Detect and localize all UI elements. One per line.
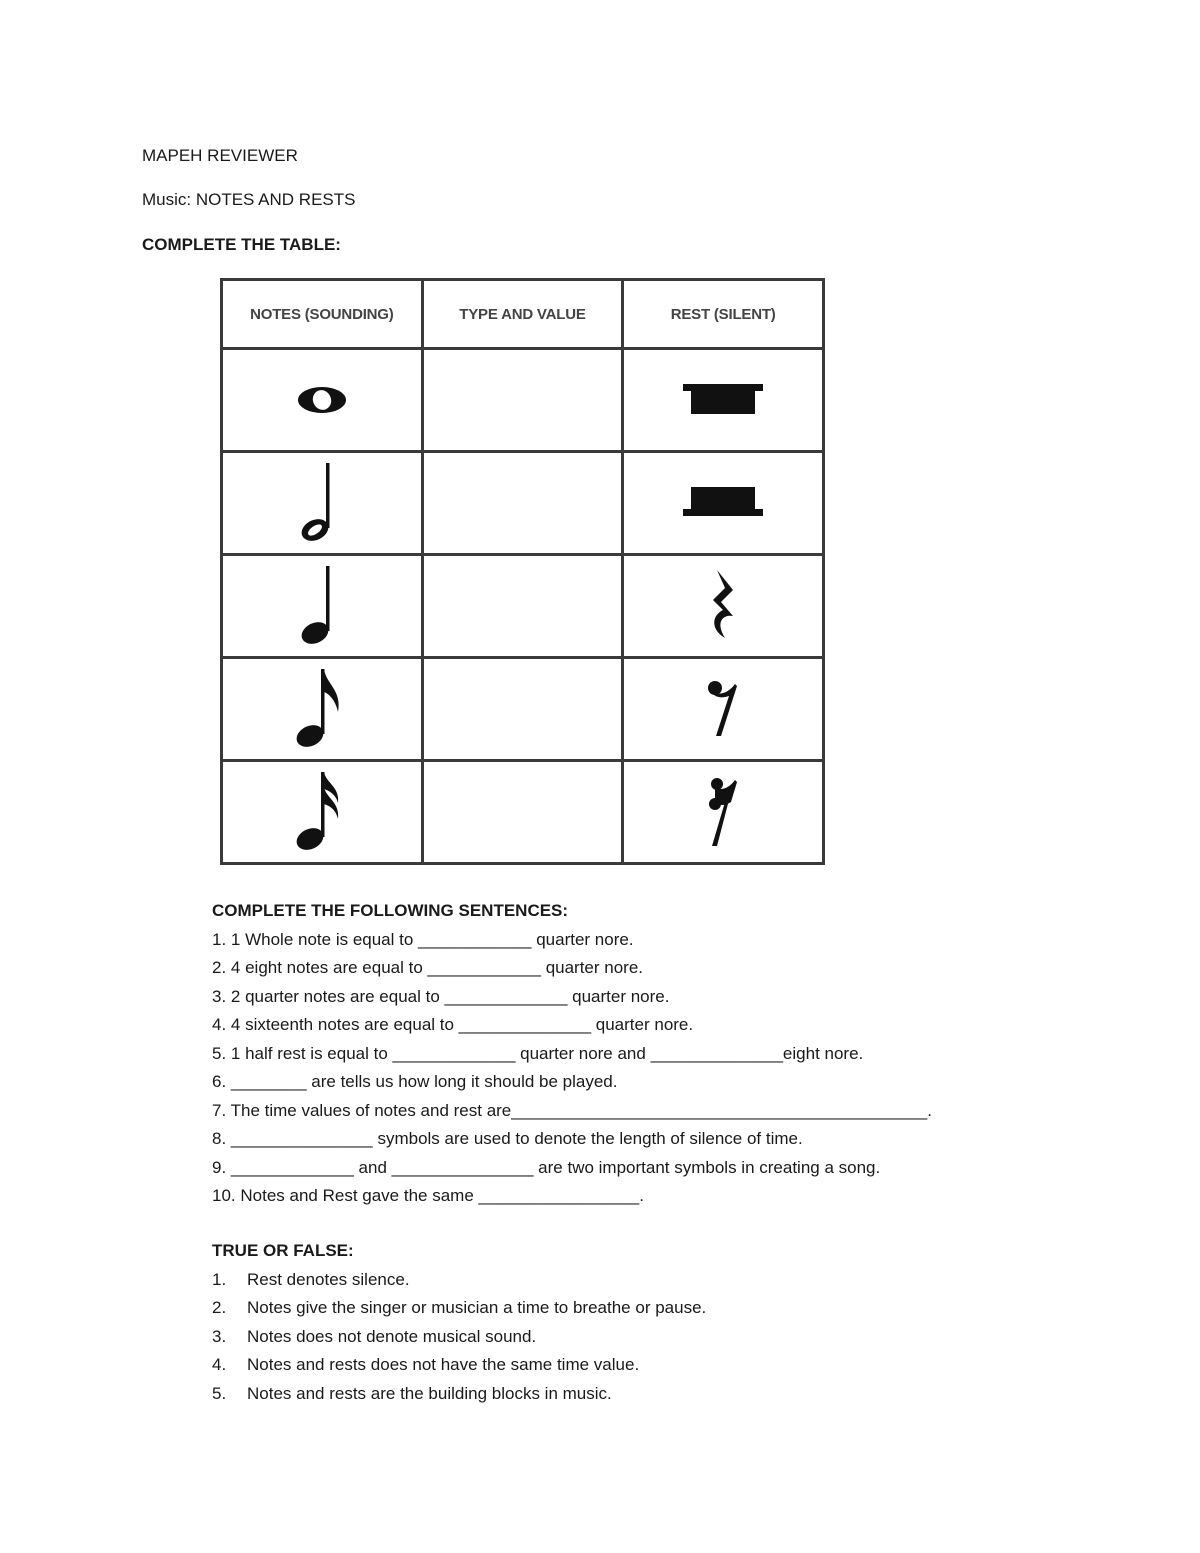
list-item [212,1380,706,1409]
item-text: The time values of notes and rest are____________________________________________. [230,1100,932,1120]
quarter-rest-icon [703,566,743,646]
list-item [212,1266,706,1295]
header-type-value: TYPE AND VALUE [422,280,623,349]
list-item [212,1125,932,1154]
list-item [212,954,932,983]
document-subtitle: Music: NOTES AND RESTS [142,190,356,209]
item-number: 6. [212,1072,227,1091]
list-item [212,1011,932,1040]
header-rest: REST (SILENT) [623,280,824,349]
item-text: Notes give the singer or musician a time to breathe or pause. [247,1298,707,1317]
half-note-icon [297,458,347,548]
list-item [212,1154,932,1183]
type-value-blank[interactable] [422,452,623,555]
item-text: ________ are tells us how long it should be played. [230,1072,618,1091]
sentences-heading: COMPLETE THE FOLLOWING SENTENCES: [212,901,569,920]
rest-cell [623,658,824,761]
table-row [222,555,824,658]
item-number: 10. [212,1186,236,1205]
list-item [212,1323,706,1352]
item-text: Rest denotes silence. [247,1269,410,1289]
note-cell [222,452,423,555]
table-row [222,658,824,761]
sentences-section [212,897,932,1211]
item-number: 9. [212,1157,227,1177]
list-item [212,1294,706,1323]
item-number: 4. [212,1355,227,1374]
quarter-note-icon [297,561,347,651]
list-item [212,1068,932,1097]
item-text: 4 sixteenth notes are equal to ______________ quarter nore. [230,1015,694,1034]
item-text: 1 Whole note is equal to ____________ quarter nore. [230,929,634,949]
type-value-blank[interactable] [422,555,623,658]
item-number: 5. [212,1383,227,1403]
item-text: 1 half rest is equal to _____________ quarter nore and ______________eight nore. [230,1043,864,1063]
type-value-blank[interactable] [422,349,623,452]
header-notes: NOTES (SOUNDING) [222,280,423,349]
item-text: Notes and rests are the building blocks in music. [247,1383,612,1403]
item-text: Notes and rests does not have the same time value. [247,1355,640,1374]
note-cell [222,761,423,864]
list-item [212,926,932,955]
document-title: MAPEH REVIEWER [142,146,298,165]
item-text: _____________ and _______________ are two important symbols in creating a song. [230,1157,881,1177]
list-item [212,1097,932,1126]
rest-cell [623,349,824,452]
true-false-heading: TRUE OR FALSE: [212,1241,354,1260]
table-row [222,452,824,555]
item-text: Notes does not denote musical sound. [247,1326,537,1346]
note-cell [222,349,423,452]
sentence-list [212,926,932,1211]
sixteenth-note-icon [292,767,352,857]
rest-cell [623,761,824,864]
item-text: 2 quarter notes are equal to _____________ quarter nore. [230,986,670,1006]
item-number: 3. [212,986,227,1006]
sixteenth-rest-icon [703,772,743,852]
list-item [212,1351,706,1380]
item-number: 1. [212,929,227,949]
list-item [212,1182,932,1211]
notes-rests-table [220,278,825,865]
item-number: 8. [212,1129,227,1148]
table-header-row [222,280,824,349]
eighth-rest-icon [703,674,743,744]
item-number: 5. [212,1043,227,1063]
true-false-section [212,1237,706,1408]
item-number: 2. [212,1298,227,1317]
item-number: 4. [212,1015,227,1034]
table-heading: COMPLETE THE TABLE: [142,235,341,254]
item-number: 2. [212,958,227,977]
table-row [222,761,824,864]
note-cell [222,658,423,761]
eighth-note-icon [292,664,352,754]
item-number: 7. [212,1100,227,1120]
table-row [222,349,824,452]
half-rest-icon [678,483,768,523]
list-item [212,983,932,1012]
type-value-blank[interactable] [422,658,623,761]
type-value-blank[interactable] [422,761,623,864]
whole-rest-icon [678,380,768,420]
item-text: _______________ symbols are used to denote the length of silence of time. [230,1129,803,1148]
item-text: Notes and Rest gave the same _________________. [240,1186,644,1205]
item-text: 4 eight notes are equal to ____________ quarter nore. [230,958,644,977]
list-item [212,1040,932,1069]
whole-note-icon [292,380,352,420]
item-number: 1. [212,1269,227,1289]
item-number: 3. [212,1326,227,1346]
note-cell [222,555,423,658]
rest-cell [623,452,824,555]
true-false-list [212,1266,706,1409]
rest-cell [623,555,824,658]
